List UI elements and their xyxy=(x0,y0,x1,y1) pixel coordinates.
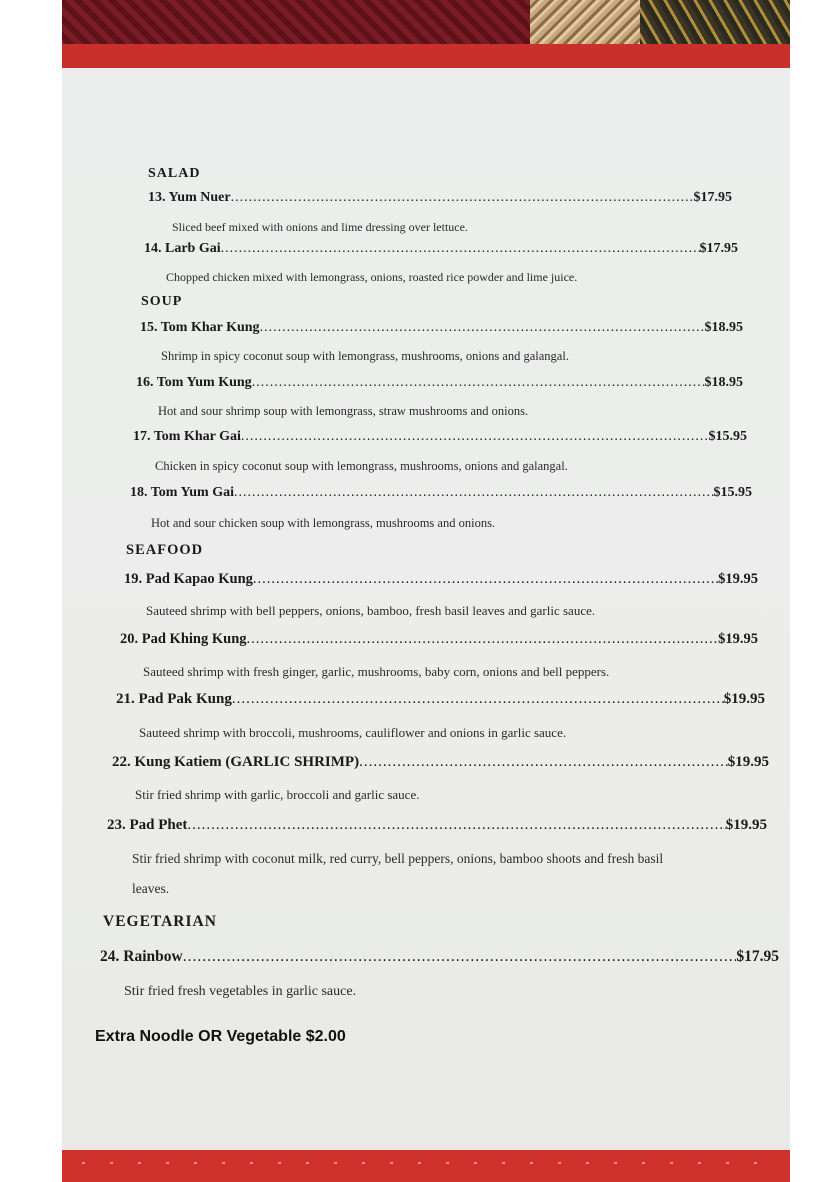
item-name: 21. Pad Pak Kung xyxy=(116,691,232,707)
item-name: 20. Pad Khing Kung xyxy=(120,631,247,647)
item-price: $17.95 xyxy=(736,948,779,965)
item-price: $19.95 xyxy=(718,631,758,647)
section-heading-soup: SOUP xyxy=(141,294,183,309)
item-description: Stir fried shrimp with coconut milk, red curry, bell peppers, onions, bamboo shoots and fresh basil xyxy=(132,851,664,866)
item-name: 24. Rainbow xyxy=(100,948,183,965)
section-heading-vegetarian: VEGETARIAN xyxy=(103,913,217,930)
item-price: $19.95 xyxy=(723,691,765,707)
item-name: 19. Pad Kapao Kung xyxy=(124,571,253,587)
menu-item xyxy=(136,375,743,391)
item-description: Sauteed shrimp with fresh ginger, garlic, mushrooms, baby corn, onions and bell peppers. xyxy=(143,664,610,679)
leader-dots xyxy=(221,241,700,257)
menu-bottom-border xyxy=(62,1150,790,1182)
item-description: Sliced beef mixed with onions and lime dressing over lettuce. xyxy=(172,220,468,234)
item-description: Stir fried shrimp with garlic, broccoli and garlic sauce. xyxy=(135,787,420,802)
item-price: $15.95 xyxy=(713,485,752,500)
item-description: Chicken in spicy coconut soup with lemongrass, mushrooms, onions and galangal. xyxy=(155,459,568,473)
item-name: 15. Tom Khar Kung xyxy=(140,320,260,335)
leader-dots xyxy=(187,817,725,834)
menu-top-border xyxy=(62,44,790,69)
leader-dots xyxy=(231,190,694,206)
background-fabric xyxy=(640,0,790,48)
item-description: Shrimp in spicy coconut soup with lemongrass, mushrooms, onions and galangal. xyxy=(161,349,569,363)
item-name: 18. Tom Yum Gai xyxy=(130,485,234,500)
leader-dots xyxy=(359,754,728,771)
item-price: $19.95 xyxy=(718,571,758,587)
menu-item xyxy=(120,631,758,648)
leader-dots xyxy=(232,691,724,708)
leader-dots xyxy=(234,485,714,501)
item-price: $17.95 xyxy=(699,241,738,256)
background-placemat xyxy=(530,0,640,48)
menu-item xyxy=(148,190,732,206)
item-price: $18.95 xyxy=(704,375,743,390)
item-name: 14. Larb Gai xyxy=(144,241,221,256)
section-heading-seafood: SEAFOOD xyxy=(126,542,204,558)
item-name: 16. Tom Yum Kung xyxy=(136,375,252,390)
leader-dots xyxy=(241,429,709,445)
item-description: Hot and sour shrimp soup with lemongrass, straw mushrooms and onions. xyxy=(158,404,529,418)
item-description: Chopped chicken mixed with lemongrass, onions, roasted rice powder and lime juice. xyxy=(166,270,578,284)
leader-dots xyxy=(252,375,705,391)
item-description: Sauteed shrimp with bell peppers, onions, bamboo, fresh basil leaves and garlic sauce. xyxy=(146,603,596,618)
section-heading-salad: SALAD xyxy=(148,166,201,181)
item-price: $18.95 xyxy=(704,320,743,335)
menu-item xyxy=(112,754,769,771)
menu-item xyxy=(100,948,779,966)
menu-item xyxy=(133,429,747,445)
item-name: 22. Kung Katiem (GARLIC SHRIMP) xyxy=(112,754,360,770)
leader-dots xyxy=(260,320,705,336)
leader-dots xyxy=(183,948,737,966)
leader-dots xyxy=(247,631,719,648)
menu-item xyxy=(140,320,743,336)
extra-noodle-note: Extra Noodle OR Vegetable $2.00 xyxy=(95,1028,346,1045)
menu-item xyxy=(144,241,738,257)
menu-item xyxy=(124,571,758,588)
menu-item xyxy=(107,817,767,834)
item-description: Stir fried fresh vegetables in garlic sauce. xyxy=(124,984,357,999)
menu-item xyxy=(116,691,765,708)
item-name: 17. Tom Khar Gai xyxy=(133,429,241,444)
item-name: 23. Pad Phet xyxy=(107,817,188,833)
item-description: Sauteed shrimp with broccoli, mushrooms, cauliflower and onions in garlic sauce. xyxy=(139,725,567,740)
item-name: 13. Yum Nuer xyxy=(148,190,231,205)
item-description-continued: leaves. xyxy=(132,881,170,896)
item-price: $19.95 xyxy=(727,754,769,770)
item-price: $15.95 xyxy=(708,429,747,444)
item-price: $19.95 xyxy=(725,817,767,833)
background-tablecloth xyxy=(62,0,790,48)
item-description: Hot and sour chicken soup with lemongrass, mushrooms and onions. xyxy=(151,516,496,530)
menu-item xyxy=(130,485,752,501)
item-price: $17.95 xyxy=(693,190,732,205)
leader-dots xyxy=(253,571,718,588)
